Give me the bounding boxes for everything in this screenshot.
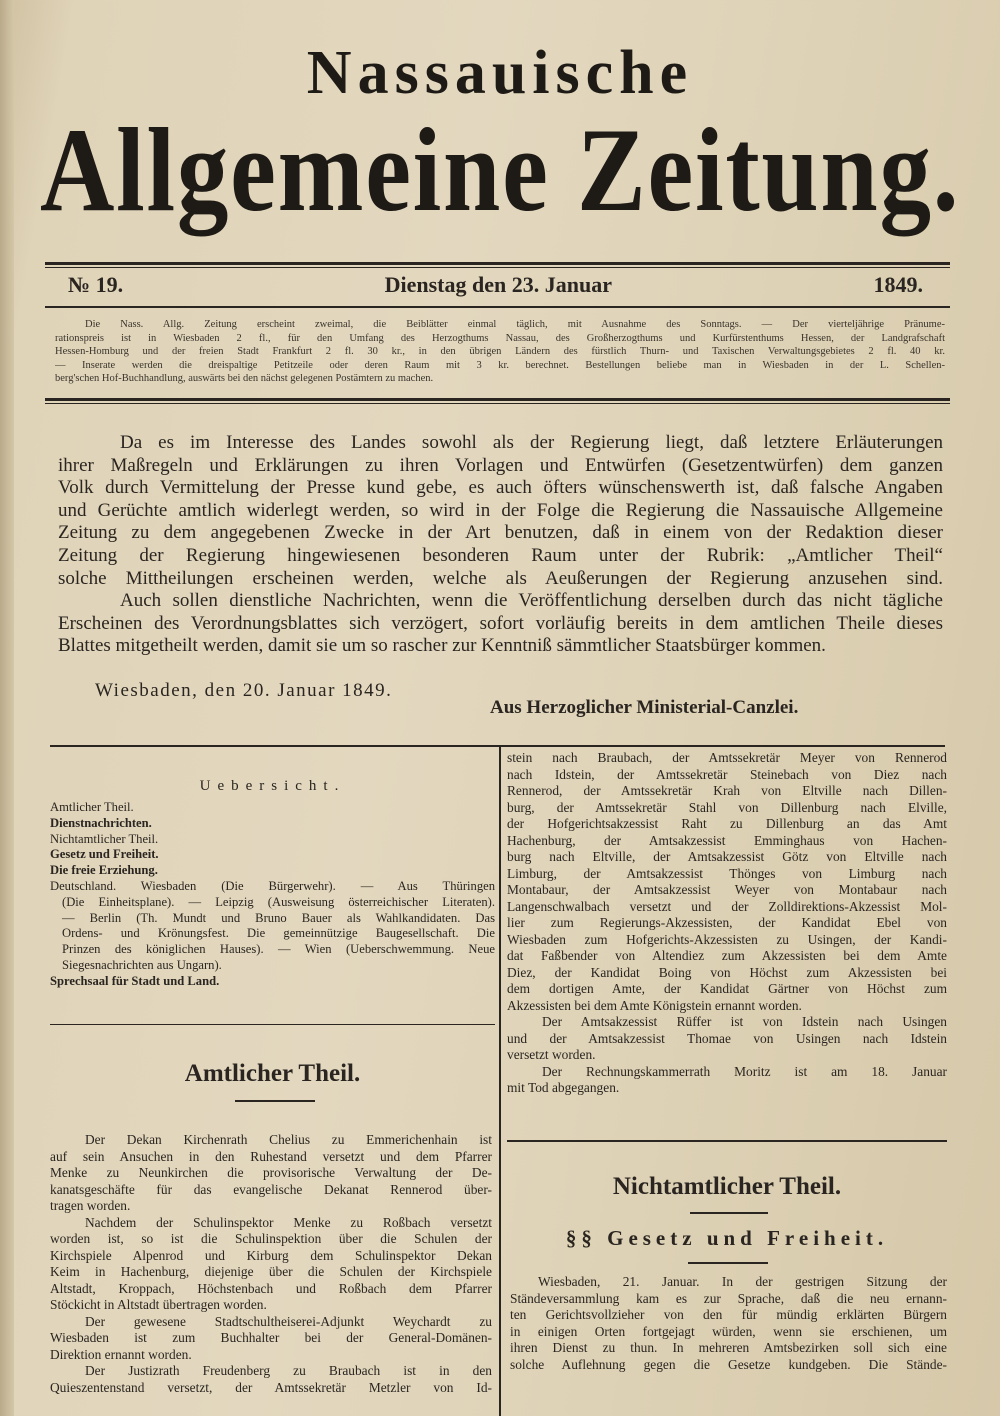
text-line: (Die Einheitsplane). — Leipzig (Ausweisung österreichischer Literaten).: [62, 894, 495, 909]
text-line: Kirchspiele Alpenrod und Kirburg dem Schulinspektor Dekan: [50, 1247, 492, 1263]
text-line: und der Amtsakzessist Thomae von Usingen nach Idstein: [507, 1030, 947, 1046]
overview-list: [50, 800, 495, 990]
text-line: Blattes mitgetheilt werden, damit sie um so rascher zur Kenntniß sämmtlicher Staatsbürger kommen.: [58, 635, 826, 657]
text-line: Der gewesene Stadtschultheiserei-Adjunkt Weychardt zu: [85, 1313, 492, 1329]
text-line: Akzessisten bei dem Amte Königstein ernannt worden.: [507, 997, 802, 1013]
text-line: Langenschwalbach versetzt und der Zolldirektions-Akzessist Mol-: [507, 898, 947, 914]
text-line: Limburg, der Amtsakzessist Thönges von Limburg nach: [507, 865, 947, 881]
text-line: stein nach Braubach, der Amtssekretär Meyer von Rennerod: [507, 750, 947, 765]
text-line: Altstadt, Kroppach, Höchstenbach und Roßbach dem Pfarrer: [50, 1280, 492, 1296]
masthead-title: Allgemeine Zeitung.: [40, 103, 961, 236]
text-line: Direktion ernannt worden.: [50, 1346, 192, 1362]
column-divider: [499, 747, 501, 1416]
text-line: Erscheinen des Verordnungsblattes sich verzögert, sofort vorläufig bereits in dem amtlichen Theile dieses: [58, 612, 943, 634]
text-line: und Gerüchte amtlich widerlegt werden, so wird in der Folge die Regierung die Nassauische Allgemeine: [58, 499, 943, 521]
text-line: Ordens- und Krönungsfest. Die gemeinnützige Baugesellschaft. Die: [62, 926, 495, 941]
text-line: ten Gerichtsvollzieher von den für mündig erklärten Bürgern: [510, 1307, 947, 1322]
text-line: worden ist, so ist die Schulinspektion über die Schulen der: [50, 1231, 492, 1246]
text-line: burg nach Eltville, der Amtsakzessist Götz von Eltville nach: [507, 849, 947, 864]
text-line: Zeitung der Regierung hingewiesenen besonderen Raum unter der Rubrik: „Amtlicher Theil“: [58, 544, 943, 566]
text-line: Ständeversammlung kam es zur Sprache, daß die neu ernann-: [510, 1290, 947, 1306]
text-line: Deutschland. Wiesbaden (Die Bürgerwehr). — Aus Thüringen: [50, 878, 495, 893]
text-line: burg, der Amtssekretär Stahl von Dillenburg nach Elville,: [507, 799, 947, 815]
divider: [45, 403, 950, 404]
notice-signature: Aus Herzoglicher Ministerial-Canzlei.: [490, 697, 799, 718]
text-line: ihren Dienst zu thun. In mehreren Amtsbezirken soll sich eine: [510, 1340, 947, 1355]
text-line: Volk durch Vermittelung der Presse kund gebe, es auch öfters wünschenswerth ist, daß falsche Angaben: [58, 477, 943, 499]
text-line: Gesetz und Freiheit.: [50, 847, 159, 862]
divider: [507, 1140, 947, 1142]
text-line: Der Rechnungskammerrath Moritz ist am 18. Januar: [542, 1063, 947, 1079]
text-line: solche Auflehnung gegen die Gesetze kundgeben. Die Stände-: [510, 1356, 947, 1372]
text-line: Amtlicher Theil.: [50, 800, 134, 814]
text-line: Stöckicht in Altstadt übertragen worden.: [50, 1297, 267, 1312]
divider: [688, 1262, 768, 1264]
overview-title: Uebersicht.: [199, 778, 346, 794]
text-line: — Inserate werden die dreispaltige Petitzeile oder deren Raum mit 3 kr. berechnet. Bestellungen beliebe man in Wiesbaden in der L. Schellen-: [55, 359, 945, 371]
notice-place-date: Wiesbaden, den 20. Januar 1849.: [95, 680, 393, 701]
text-line: dem dortigen Amte, der Kandidat Gärtner von Höchst zum: [507, 981, 947, 996]
text-line: auf sein Ansuchen in den Ruhestand versetzt und dem Pfarrer: [50, 1148, 492, 1164]
text-line: Auch sollen dienstliche Nachrichten, wenn die Veröffentlichung derselben durch das nicht tägliche: [120, 590, 943, 612]
divider: [690, 1212, 768, 1214]
text-line: Rennerod, der Amtssekretär Krah von Eltville nach Dillen-: [507, 783, 947, 798]
official-body: [50, 1132, 492, 1396]
divider: [45, 398, 950, 401]
text-line: — Berlin (Th. Mundt und Bruno Bauer als Wahlkandidaten. Das: [62, 910, 495, 925]
text-line: Dienstnachrichten.: [50, 815, 152, 830]
text-line: Quieszentenstand versetzt, der Amtssekretär Metzler von Id-: [50, 1379, 492, 1395]
text-line: Montabaur, der Amtsakzessist Weyer von Montabaur nach: [507, 882, 947, 897]
official-section-title: Amtlicher Theil.: [184, 1060, 361, 1087]
text-line: Nichtamtlicher Theil.: [50, 831, 159, 846]
text-line: Da es im Interesse des Landes sowohl als der Regierung liegt, daß letztere Erläuterungen: [120, 432, 943, 453]
text-line: Wiesbaden zum Hofgerichts-Akzessisten zu Usingen, der Kandi-: [507, 931, 947, 947]
divider: [50, 1024, 495, 1025]
text-line: Menke zu Neunkirchen die provisorische Verwaltung der De-: [50, 1165, 492, 1180]
text-line: Sprechsaal für Stadt und Land.: [50, 973, 220, 988]
text-line: nach Idstein, der Amtssekretär Steinebach von Diez nach: [507, 766, 947, 782]
unofficial-section-title: Nichtamtlicher Theil.: [612, 1173, 842, 1200]
text-line: berg'schen Hof-Buchhandlung, auswärts bei den nächst gelegenen Postämtern zu machen.: [55, 373, 434, 384]
text-line: Siegesnachrichten aus Ungarn).: [62, 957, 222, 972]
divider: [50, 745, 945, 747]
text-line: Prinzen des königlichen Hauses). — Wien (Ueberschwemmung. Neue: [62, 942, 495, 957]
page-binding: [0, 0, 14, 1416]
text-line: Der Amtsakzessist Rüffer ist von Idstein nach Usingen: [542, 1014, 947, 1029]
text-line: kanatsgeschäfte für das evangelische Dekanat Rennerod über-: [50, 1181, 492, 1197]
text-line: Hessen-Homburg und der freien Stadt Frankfurt 2 fl. 30 kr., in den übrigen Ländern des fürstlich Thurn- und Taxischen Verwaltungsgebietes 2 fl. 40 kr.: [55, 346, 945, 357]
text-line: tragen worden.: [50, 1198, 131, 1213]
masthead-line1: Nassauische: [306, 39, 694, 107]
text-line: Die freie Erziehung.: [50, 863, 158, 878]
text-line: versetzt worden.: [507, 1047, 596, 1062]
official-body-continued: [507, 750, 947, 1097]
issue-number: № 19.: [68, 272, 124, 297]
masthead-title-box: [40, 100, 960, 240]
text-line: Die Nass. Allg. Zeitung erscheint zweimal, die Beiblätter einmal täglich, mit Ausnahme des Sonntags. — Der vierteljährige Pränume-: [85, 319, 945, 330]
text-line: lier zum Regierungs-Akzessisten, der Kandidat Ebel von: [507, 915, 947, 930]
divider: [45, 267, 950, 268]
text-line: Der Justizrath Freudenberg zu Braubach ist in den: [85, 1363, 492, 1378]
text-line: Keim in Hachenburg, diejenige über die Schulen der Kirchspiele: [50, 1264, 492, 1279]
text-line: in einigen Orten fortgejagt würden, wenn sie erschienen, um: [510, 1323, 947, 1339]
subscription-info: [55, 318, 945, 386]
text-line: Der Dekan Kirchenrath Chelius zu Emmerichenhain ist: [85, 1132, 492, 1147]
issue-year: 1849.: [873, 272, 923, 297]
dateline: [68, 272, 923, 298]
text-line: der Hofgerichtsakzessist Raht zu Dillenburg an das Amt: [507, 816, 947, 831]
section-subtitle: §§ Gesetz und Freiheit.: [565, 1226, 889, 1250]
text-line: rationspreis ist in Wiesbaden 2 fl., für den Umfang des Herzogthums Nassau, des Großherzogthums und Kurfürstenthums Hessen, der Landgrafschaft: [55, 332, 945, 344]
text-line: Diez, der Kandidat Boing von Höchst zum Akzessisten bei: [507, 964, 947, 980]
text-line: Nachdem der Schulinspektor Menke zu Roßbach versetzt: [85, 1214, 492, 1230]
text-line: Wiesbaden ist zum Buchhalter bei der General-Domänen-: [50, 1330, 492, 1345]
unofficial-body: [510, 1274, 947, 1373]
divider: [45, 262, 950, 265]
text-line: Hachenburg, der Amtsakzessist Emminghaus von Hachen-: [507, 832, 947, 848]
government-notice: [58, 432, 943, 658]
text-line: Zeitung zu dem angegebenen Zwecke in der Art benutzen, daß in einem von der Redaktion dieser: [58, 522, 943, 544]
text-line: Wiesbaden, 21. Januar. In der gestrigen Sitzung der: [538, 1274, 947, 1289]
text-line: mit Tod abgegangen.: [507, 1080, 620, 1095]
divider: [235, 1100, 315, 1102]
divider: [45, 306, 950, 308]
issue-date: Dienstag den 23. Januar: [384, 272, 612, 297]
text-line: dat Faßbender von Altendiez zum Akzessisten bei dem Amte: [507, 948, 947, 963]
text-line: ihrer Maßregeln und Erklärungen zu ihren Vorlagen und Entwürfen (Gesetzentwürfen) dem ganzen: [58, 454, 943, 476]
text-line: solche Mittheilungen erscheinen werden, welche als Aeußerungen der Regierung anzusehen sind.: [58, 567, 943, 589]
